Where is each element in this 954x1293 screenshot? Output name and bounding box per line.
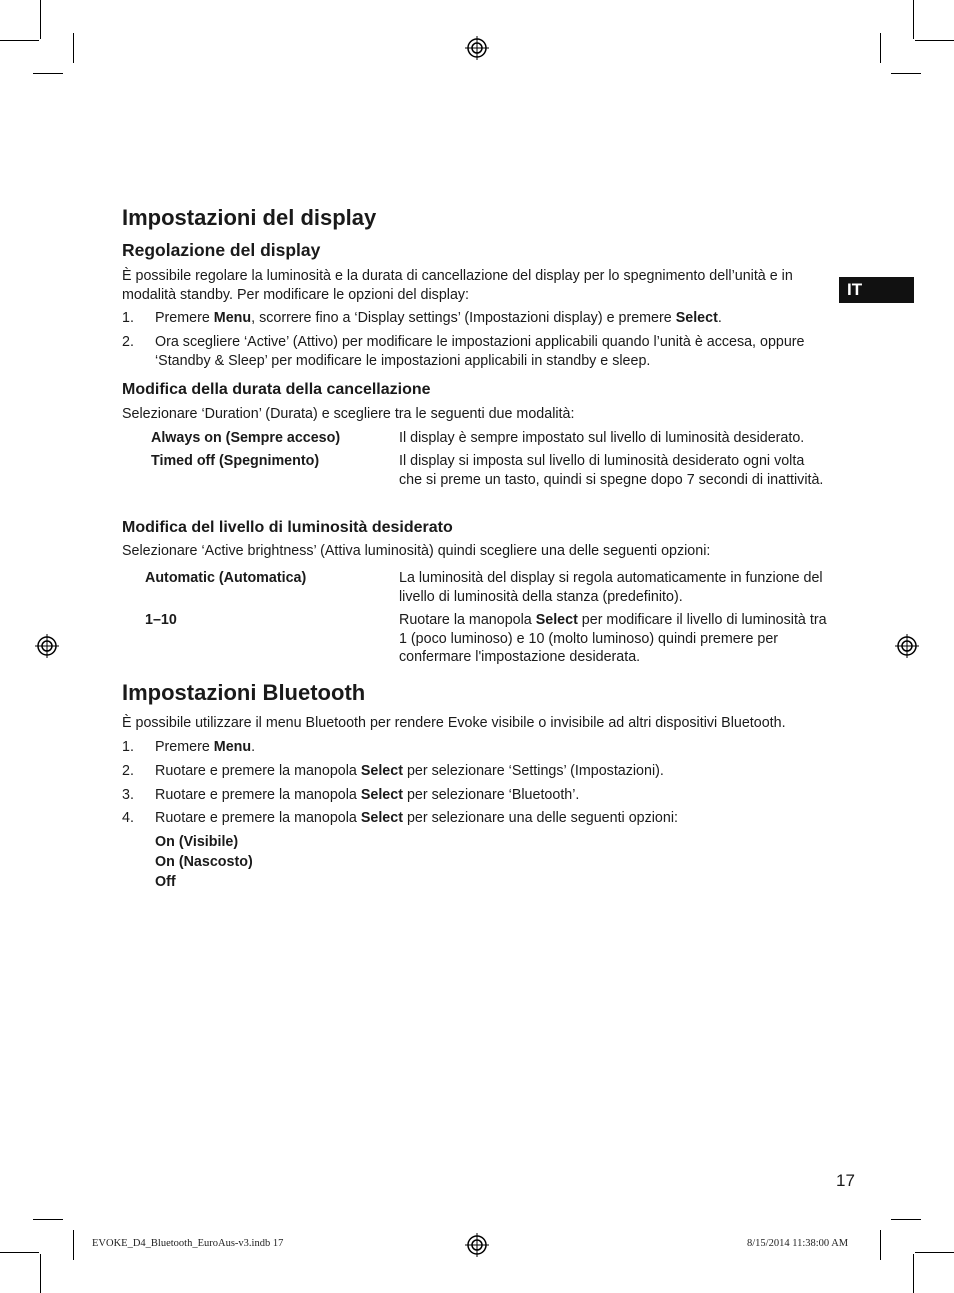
bluetooth-option: Off xyxy=(155,874,176,890)
print-slug-file: EVOKE_D4_Bluetooth_EuroAus-v3.indb 17 xyxy=(92,1238,284,1249)
registration-mark-icon xyxy=(465,36,489,60)
duration-option-desc: Il display si imposta sul livello di luminosità desiderato ogni volta che si preme un tasto, quindi si spegne dopo 7 secondi di inattività. xyxy=(399,453,824,488)
step-number: 3. xyxy=(122,787,134,803)
bluetooth-step-1: Premere Menu. xyxy=(155,739,256,755)
bluetooth-option: On (Nascosto) xyxy=(155,854,253,870)
bluetooth-option: On (Visibile) xyxy=(155,834,239,850)
brightness-option-desc: Ruotare la manopola Select per modificare il livello di luminosità tra 1 (poco luminoso) e 10 (molto luminoso) quindi premere per confermare l'impostazione desiderata. xyxy=(399,612,827,666)
display-settings-title: Impostazioni del display xyxy=(122,205,377,230)
adjust-display-subtitle: Regolazione del display xyxy=(122,240,321,260)
bluetooth-step-4: Ruotare e premere la manopola Select per selezionare una delle seguenti opzioni: xyxy=(155,810,678,826)
adjust-display-intro: È possibile regolare la luminosità e la durata di cancellazione del display per lo spegnimento dell’unità e in modalità standby. Per modificare le opzioni del display: xyxy=(122,268,793,303)
registration-mark-icon xyxy=(35,634,59,658)
brightness-intro: Selezionare ‘Active brightness’ (Attiva luminosità) quindi scegliere una delle seguenti opzioni: xyxy=(122,543,711,559)
display-step-2: Ora scegliere ‘Active’ (Attivo) per modificare le impostazioni applicabili quando l’unità è accesa, oppure ‘Standby & Sleep’ per modificare le impostazioni applicabili in standby e sleep. xyxy=(155,334,805,369)
brightness-option-label: 1–10 xyxy=(145,612,177,628)
brightness-subtitle: Modifica del livello di luminosità desiderato xyxy=(122,519,453,536)
step-number: 1. xyxy=(122,310,134,326)
step-number: 2. xyxy=(122,334,134,350)
duration-option-label: Always on (Sempre acceso) xyxy=(151,430,341,446)
bluetooth-intro: È possibile utilizzare il menu Bluetooth per rendere Evoke visibile o invisibile ad altri dispositivi Bluetooth. xyxy=(122,715,786,731)
step-number: 1. xyxy=(122,739,134,755)
print-slug-date: 8/15/2014 11:38:00 AM xyxy=(747,1238,849,1249)
step-number: 2. xyxy=(122,763,134,779)
duration-subtitle: Modifica della durata della cancellazione xyxy=(122,381,431,398)
registration-mark-icon xyxy=(895,634,919,658)
step-number: 4. xyxy=(122,810,134,826)
duration-option-label: Timed off (Spegnimento) xyxy=(151,453,320,469)
bluetooth-settings-title: Impostazioni Bluetooth xyxy=(122,680,366,705)
registration-mark-icon xyxy=(465,1233,489,1257)
bluetooth-step-2: Ruotare e premere la manopola Select per selezionare ‘Settings’ (Impostazioni). xyxy=(155,763,664,779)
page-number: 17 xyxy=(836,1171,855,1190)
display-step-1: Premere Menu, scorrere fino a ‘Display settings’ (Impostazioni display) e premere Select. xyxy=(155,310,722,326)
bluetooth-step-3: Ruotare e premere la manopola Select per selezionare ‘Bluetooth’. xyxy=(155,787,580,803)
duration-intro: Selezionare ‘Duration’ (Durata) e scegliere tra le seguenti due modalità: xyxy=(122,406,575,422)
language-tab: IT xyxy=(839,277,914,303)
brightness-option-label: Automatic (Automatica) xyxy=(145,570,307,586)
duration-option-desc: Il display è sempre impostato sul livello di luminosità desiderato. xyxy=(399,430,805,446)
brightness-option-desc: La luminosità del display si regola automaticamente in funzione del livello di luminosità della stanza (predefinito). xyxy=(399,570,823,605)
